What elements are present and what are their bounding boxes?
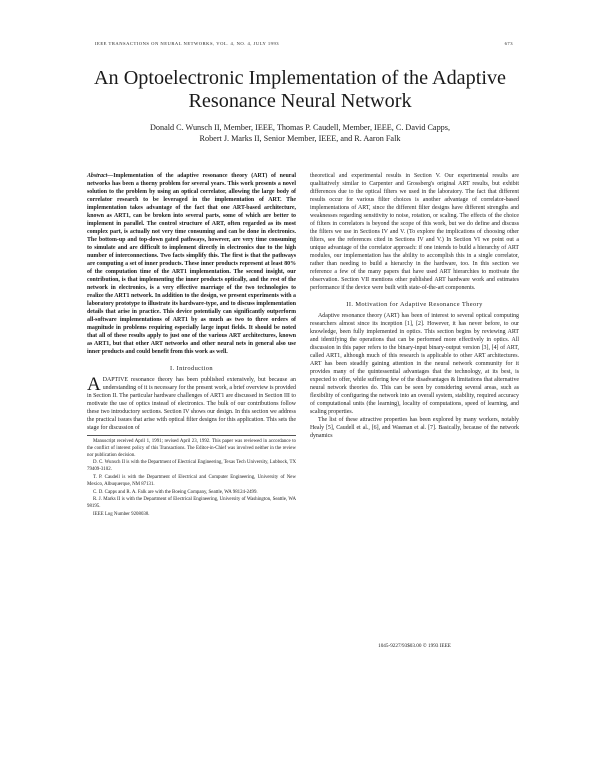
author-line-1: Donald C. Wunsch II, Member, IEEE, Thomas P. Caudell, Member, IEEE, C. David Capps, bbox=[149, 123, 450, 132]
author-list bbox=[90, 123, 510, 144]
footnote: T. P. Caudell is with the Department of Electrical and Computer Engineering, University of New Mexico, Albuquerque, NM 87131. bbox=[87, 474, 296, 487]
page-number: 673 bbox=[504, 41, 513, 46]
abstract bbox=[87, 172, 296, 356]
footnote: IEEE Log Number 9208038. bbox=[93, 511, 150, 517]
drop-cap: A bbox=[87, 374, 101, 395]
abstract-lead: Abstract— bbox=[87, 173, 114, 179]
body-paragraph: The list of these attractive properties has been explored by many workers, notably Healy [5], Caudell et al., [6], and Wasman et al. [7]. Basically, because of the network dynamics bbox=[310, 417, 519, 439]
footnote: R. J. Marks II is with the Department of Electrical Engineering, University of Washington, Seattle, WA 98195. bbox=[87, 497, 296, 510]
section-heading-introduction: I. Introduction bbox=[170, 365, 213, 372]
intro-first-word: DAPTIVE bbox=[102, 377, 128, 383]
abstract-text: Implementation of the adaptive resonance theory (ART) of neural networks has been a thorny problem for several years. This work presents a novel solution to the problem by using an optical correlator, allowing the large body of correlator research to be leveraged in the implementation of ART. The implementation takes advantage of the fact that one ART-based architecture, known as ART1, can be broken into several parts, some of which are better to implement in parallel. The control structure of ART, often regarded as its most complex part, is actually not very time consuming and can be done in electronics. The bottom-up and top-down gated pathways, however, are very time consuming to simulate and are difficult to implement directly in electronics due to the high number of interconnections. Two facts simplify this. The first is that the pathways are computing a set of inner products. These inner products represent at least 80% of the computation time of the ART1 implementation. The second insight, our contribution, is that implementing the inner products optically, and the rest of the network in electronics, is a very effective marriage of the two technologies to realize the ART1 network. In addition to the design, we present experiments with a laboratory prototype to illustrate its hardware-type, and to discuss implementation details that arise in practice. This device potentially can significantly outperform all-software implementations of ART1 by as much as two to three orders of magnitude in problems requiring especially large input fields. It should be noted that all of these results apply to just one of the various ART architectures, known as ART1, but that other ART networks and other neural nets in general also use inner products and could benefit from this work as well. bbox=[87, 173, 296, 355]
running-header bbox=[95, 41, 513, 46]
body-paragraph: Adaptive resonance theory (ART) has been of interest to several optical computing researchers almost since its inception [1], [2]. However, it has never before, to our knowledge, been fully implemented in optics. This section begins by reviewing ART and identifying the operations that can be performed more effectively in optics. All discussion in this paper refers to the binary-input binary-output version [3], [4] of ART, called ART1, although much of this research is applicable to other ART architectures. ART has been steadily gaining attention in the neural network community for it provides many of the quintessential advantages that the technology, at its best, is expected to offer, while suffering few of the disadvantages & limitations that alternative neural network theories do. This can be seen by considering several areas, such as flexibility of configuring the network into an overall system, stability, required accuracy of computational units (the learning), locality of computations, speed of learning, and scaling properties. bbox=[310, 313, 519, 415]
copyright-line: 1045-9227/93$03.00 © 1993 IEEE bbox=[378, 643, 451, 649]
journal-header: IEEE TRANSACTIONS ON NEURAL NETWORKS, VOL. 4, NO. 4, JULY 1993 bbox=[95, 41, 280, 46]
footnote: Manuscript received April 1, 1991; revised April 23, 1992. This paper was reviewed in accordance to the conflict of interest policy of this Transactions. The Editor-in-Chief was involved neither in the review nor publication decision. bbox=[87, 439, 296, 458]
section-heading-motivation: II. Motivation for Adaptive Resonance Theory bbox=[346, 301, 483, 308]
footnotes bbox=[87, 435, 296, 519]
paper-title: An Optoelectronic Implementation of the Adaptive Resonance Neural Network bbox=[93, 67, 507, 112]
footnote: C. D. Capps and R. A. Falk are with the Boeing Company, Seattle, WA 98124-2499. bbox=[93, 489, 258, 495]
author-line-2: Robert J. Marks II, Senior Member, IEEE, and R. Aaron Falk bbox=[199, 133, 401, 143]
left-column bbox=[87, 172, 296, 520]
introduction-paragraph bbox=[87, 376, 296, 432]
right-column bbox=[310, 172, 519, 440]
body-paragraph: theoretical and experimental results in Section V. Our experimental results are qualitatively similar to Carpenter and Grossberg's original ART results, but exhibit differences due to the optical filters we used in the laboratory. The fact that different results occur for various filter choices is another advantage of correlator-based implementations of ART, since the different filter designs have different strengths and weaknesses regarding sensitivity to noise, rotation, or scaling. The effects of the choice of filters in correlators is beyond the scope of this work, but we do define and discuss the filters we use in Sections IV and V. (To explore the implications of choosing other filters, see the references cited in Sections IV and V.) In Section VI we point out a unique advantage of the correlator approach: if one intends to build a hierarchy of ART modules, our implementation has the ability to accomplish this in a single correlator, rather than needing to build a hierarchy in the hardware, too. In this section we reference a few of the many papers that have used ART hierarchies to motivate the observation. Section VII mentions other published ART hardware work and estimates performance if the device were built with state-of-the-art components. bbox=[310, 173, 519, 291]
intro-text: resonance theory has been published extensively, but because an understanding of it is necessary for the present work, a brief overview is provided in Section II. The particular hardware challenges of ART1 are discussed in Section III to motivate the use of optics instead of electronics. The bulk of our contributions follow these two introductory sections. Section IV shows our design. In this section we address the practical issues that arise with optical filter designs for this application. This sets the stage for discussion of bbox=[87, 377, 296, 431]
footnote: D. C. Wunsch II is with the Department of Electrical Engineering, Texas Tech University, Lubbock, TX 79409-3102. bbox=[87, 460, 296, 473]
